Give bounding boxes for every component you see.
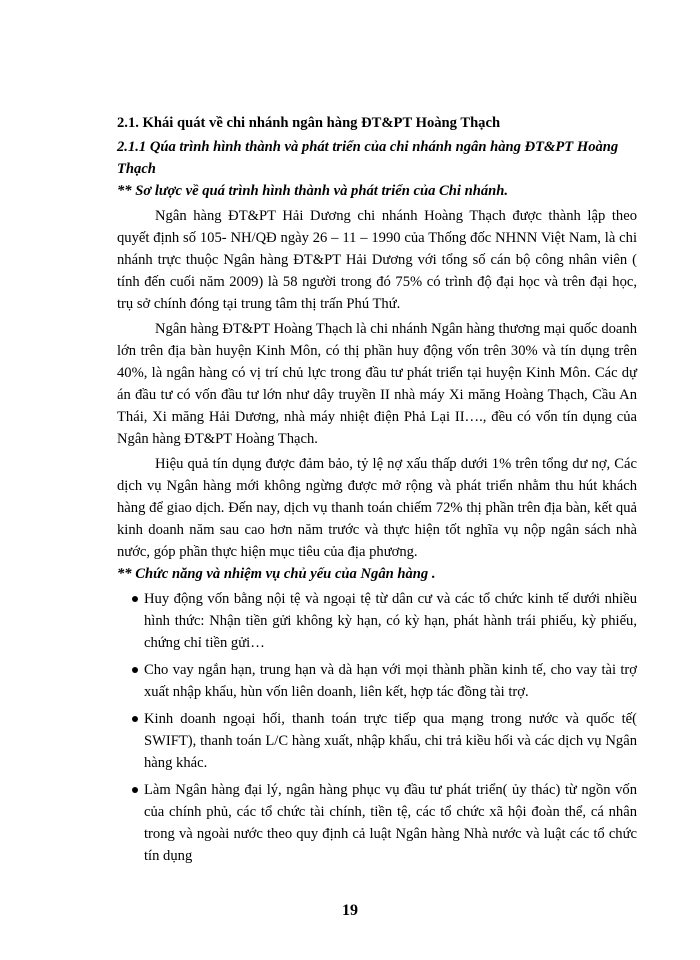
- paragraph: Ngân hàng ĐT&PT Hải Dương chi nhánh Hoàng Thạch được thành lập theo quyết định số 105- NH/QĐ ngày 26 – 11 – 1990 của Thống đốc NHNN Việt Nam, là chi nhánh trực thuộc Ngân hàng ĐT&PT Hải Dương với tổng số cán bộ công nhân viên ( tính đến cuối năm 2009) là 58 người trong đó 75% có trình độ đại học và trên đại học, trụ sở chính đóng tại trung tâm thị trấn Phú Thứ.: [117, 208, 637, 312]
- page-content: [117, 112, 637, 872]
- paragraph: Hiệu quả tín dụng được đảm bảo, tỷ lệ nợ xấu thấp dưới 1% trên tổng dư nợ, Các dịch vụ Ngân hàng mới không ngừng được mở rộng và phát triển nhằm thu hút khách hàng để giao dịch. Đến nay, dịch vụ thanh toán chiếm 72% thị phần trên địa bàn, kết quả kinh doanh năm sau cao hơn năm trước và thực hiện tốt nghĩa vụ nộp ngân sách nhà nước, góp phần thực hiện mục tiêu của địa phương.: [117, 456, 637, 560]
- page-number: 19: [342, 902, 358, 919]
- bullet-icon: [132, 716, 138, 722]
- list-item: [117, 588, 637, 654]
- list-item-text: Kinh doanh ngoại hối, thanh toán trực tiếp qua mạng trong nước và quốc tế( SWIFT), thanh toán L/C hàng xuất, nhập khẩu, chi trả kiều hối và các dịch vụ Ngân hàng khác.: [144, 711, 637, 771]
- subsection-title: 2.1.1 Qúa trình hình thành và phát triển của chi nhánh ngân hàng ĐT&PT Hoàng Thạch: [117, 139, 619, 177]
- list-item: [117, 659, 637, 703]
- bullet-icon: [132, 596, 138, 602]
- paragraph: Ngân hàng ĐT&PT Hoàng Thạch là chi nhánh Ngân hàng thương mại quốc doanh lớn trên địa bàn huyện Kinh Môn, có thị phần huy động vốn trên 30% và tín dụng trên 40%, là ngân hàng có vị trí chủ lực trong đầu tư phát triển tại huyện Kinh Môn. Các dự án đầu tư có vốn đầu tư lớn như dây truyền II nhà máy Xi măng Hoàng Thạch, Cầu An Thái, Xi măng Hải Dương, nhà máy nhiệt điện Phả Lại II…., đều có vốn tín dụng của Ngân hàng ĐT&PT Hoàng Thạch.: [117, 321, 637, 447]
- list-item-text: Làm Ngân hàng đại lý, ngân hàng phục vụ đầu tư phát triển( ủy thác) từ ngồn vốn của chính phủ, các tổ chức tài chính, tiền tệ, các tổ chức xã hội đoàn thể, cá nhân trong và ngoài nước theo quy định cả luật Ngân hàng Nhà nước và luật các tổ chức tín dụng: [144, 782, 637, 864]
- list-item-text: Huy động vốn bằng nội tệ và ngoại tệ từ dân cư và các tổ chức kinh tế dưới nhiều hình thức: Nhận tiền gửi không kỳ hạn, có kỳ hạn, phát hành trái phiếu, kỳ phiếu, chứng chỉ tiền gửi…: [144, 591, 637, 651]
- bullet-icon: [132, 667, 138, 673]
- history-heading: ** Sơ lược về quá trình hình thành và phát triển của Chi nhánh.: [117, 183, 508, 199]
- list-item: [117, 708, 637, 774]
- bullet-list: [117, 588, 637, 867]
- bullet-icon: [132, 787, 138, 793]
- section-title: 2.1. Khái quát về chi nhánh ngân hàng ĐT&PT Hoàng Thạch: [117, 115, 501, 131]
- list-item: [117, 779, 637, 867]
- functions-heading: ** Chức năng và nhiệm vụ chủ yếu của Ngân hàng .: [117, 566, 436, 582]
- list-item-text: Cho vay ngắn hạn, trung hạn và dà hạn với mọi thành phần kinh tế, cho vay tài trợ xuất nhập khẩu, hùn vốn liên doanh, liên kết, hợp tác đồng tài trợ.: [144, 662, 637, 700]
